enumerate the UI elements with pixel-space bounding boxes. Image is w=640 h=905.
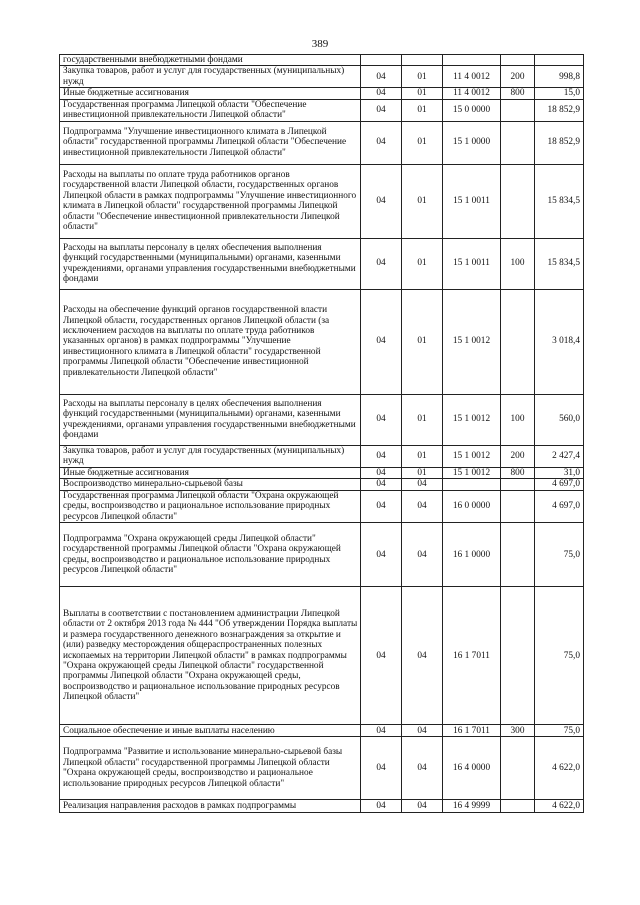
amount-cell: 4 622,0 [535,737,584,800]
expense-type-cell: 800 [501,467,535,478]
razdel-cell: 04 [361,737,402,800]
razdel-cell: 04 [361,88,402,99]
razdel-cell: 04 [361,99,402,121]
amount-cell: 75,0 [535,523,584,587]
target-article-cell: 15 1 0012 [443,445,501,467]
razdel-cell: 04 [361,523,402,587]
row-name-cell: Реализация направления расходов в рамках подпрограммы [60,800,361,813]
podrazdel-cell: 04 [402,800,443,813]
target-article-cell: 16 0 0000 [443,491,501,523]
podrazdel-cell: 04 [402,725,443,737]
expense-type-cell [501,479,535,491]
table-row [60,238,584,289]
expense-type-cell: 200 [501,445,535,467]
podrazdel-cell: 04 [402,587,443,725]
row-name-cell: Закупка товаров, работ и услуг для государственных (муниципальных) нужд [60,66,361,88]
razdel-cell: 04 [361,587,402,725]
amount-cell: 2 427,4 [535,445,584,467]
expense-type-cell [501,289,535,394]
razdel-cell: 04 [361,66,402,88]
podrazdel-cell: 01 [402,164,443,238]
razdel-cell [361,55,402,66]
table-row [60,55,584,66]
amount-cell: 15,0 [535,88,584,99]
podrazdel-cell: 01 [402,394,443,445]
podrazdel-cell: 01 [402,238,443,289]
podrazdel-cell: 04 [402,523,443,587]
table-row [60,394,584,445]
row-name-cell: Подпрограмма "Улучшение инвестиционного климата в Липецкой области" государственной программы Липецкой области "Обеспечение инвестиционной привлекательности Липецкой области" [60,121,361,164]
page-number: 389 [311,38,329,50]
razdel-cell: 04 [361,445,402,467]
row-name-cell: Государственная программа Липецкой области "Обеспечение инвестиционной привлекательности Липецкой области" [60,99,361,121]
expense-type-cell: 800 [501,88,535,99]
target-article-cell: 15 1 0000 [443,121,501,164]
podrazdel-cell: 01 [402,99,443,121]
razdel-cell: 04 [361,238,402,289]
target-article-cell: 16 4 9999 [443,800,501,813]
razdel-cell: 04 [361,479,402,491]
amount-cell: 15 834,5 [535,238,584,289]
target-article-cell: 11 4 0012 [443,66,501,88]
table-row [60,587,584,725]
row-name-cell: Расходы на выплаты персоналу в целях обеспечения выполнения функций государственными (муниципальными) органами, казенными учреждениями, органами управления государственными внебюджетными фондами [60,238,361,289]
amount-cell: 31,0 [535,467,584,478]
amount-cell: 4 697,0 [535,491,584,523]
target-article-cell: 15 1 0011 [443,164,501,238]
row-name-cell: Подпрограмма "Развитие и использование минерально-сырьевой базы Липецкой области" государственной программы Липецкой области "Охрана окружающей среды, воспроизводство и рациональное использование природных ресурсов Липецкой области" [60,737,361,800]
target-article-cell: 15 1 0011 [443,238,501,289]
expense-type-cell: 100 [501,394,535,445]
razdel-cell: 04 [361,467,402,478]
razdel-cell: 04 [361,394,402,445]
row-name-cell: Воспроизводство минерально-сырьевой базы [60,479,361,491]
podrazdel-cell [402,55,443,66]
table-row [60,66,584,88]
podrazdel-cell: 04 [402,479,443,491]
row-name-cell: Иные бюджетные ассигнования [60,467,361,478]
table-row [60,725,584,737]
razdel-cell: 04 [361,800,402,813]
podrazdel-cell: 01 [402,445,443,467]
razdel-cell: 04 [361,121,402,164]
table-row [60,88,584,99]
expense-type-cell [501,800,535,813]
target-article-cell: 15 1 0012 [443,289,501,394]
podrazdel-cell: 01 [402,88,443,99]
table-body [60,55,584,813]
target-article-cell: 16 1 7011 [443,725,501,737]
target-article-cell: 15 0 0000 [443,99,501,121]
table-row [60,523,584,587]
row-name-cell: Расходы на выплаты по оплате труда работников органов государственной власти Липецкой области, государственных органов Липецкой области в рамках подпрограммы "Улучшение инвестиционного климата в Липецкой области" государственной программы Липецкой области "Обеспечение инвестиционной привлекательности Липецкой области" [60,164,361,238]
expense-type-cell: 300 [501,725,535,737]
row-name-cell: Государственная программа Липецкой области "Охрана окружающей среды, воспроизводство и рациональное использование природных ресурсов Липецкой области" [60,491,361,523]
expense-type-cell [501,587,535,725]
podrazdel-cell: 01 [402,121,443,164]
target-article-cell: 16 1 7011 [443,587,501,725]
expense-type-cell [501,737,535,800]
table-row [60,289,584,394]
expense-type-cell [501,523,535,587]
table-row [60,491,584,523]
expense-type-cell: 200 [501,66,535,88]
amount-cell: 75,0 [535,587,584,725]
amount-cell: 4 622,0 [535,800,584,813]
podrazdel-cell: 01 [402,66,443,88]
razdel-cell: 04 [361,164,402,238]
target-article-cell [443,55,501,66]
expense-type-cell [501,99,535,121]
target-article-cell: 16 4 0000 [443,737,501,800]
row-name-cell: Подпрограмма "Охрана окружающей среды Липецкой области" государственной программы Липецкой области "Охрана окружающей среды, воспроизводство и рациональное использование природных ресурсов Липецкой области" [60,523,361,587]
amount-cell [535,55,584,66]
row-name-cell: Расходы на обеспечение функций органов государственной власти Липецкой области, государственных органов Липецкой области (за исключением расходов на выплаты по оплате труда работников указанных органов) в рамках подпрограммы "Улучшение инвестиционного климата в Липецкой области" государственной программы Липецкой области "Обеспечение инвестиционной привлекательности Липецкой области" [60,289,361,394]
target-article-cell: 15 1 0012 [443,467,501,478]
amount-cell: 3 018,4 [535,289,584,394]
amount-cell: 560,0 [535,394,584,445]
expense-type-cell [501,55,535,66]
podrazdel-cell: 01 [402,289,443,394]
amount-cell: 15 834,5 [535,164,584,238]
target-article-cell: 11 4 0012 [443,88,501,99]
amount-cell: 18 852,9 [535,99,584,121]
amount-cell: 18 852,9 [535,121,584,164]
amount-cell: 75,0 [535,725,584,737]
target-article-cell: 16 1 0000 [443,523,501,587]
amount-cell: 4 697,0 [535,479,584,491]
table-row [60,121,584,164]
target-article-cell: 15 1 0012 [443,394,501,445]
budget-table [59,54,584,813]
podrazdel-cell: 04 [402,737,443,800]
table-row [60,445,584,467]
expense-type-cell [501,164,535,238]
table-row [60,479,584,491]
razdel-cell: 04 [361,491,402,523]
row-name-cell: Выплаты в соответствии с постановлением администрации Липецкой области от 2 октября 2013 года № 444 "Об утверждении Порядка выплаты и размера государственного денежного вознаграждения за открытие и (или) разведку месторождения общераспространенных полезных ископаемых на территории Липецкой области" в рамках подпрограммы "Охрана окружающей среды Липецкой области" государственной программы Липецкой области "Охрана окружающей среды, воспроизводство и рациональное использование природных ресурсов Липецкой области" [60,587,361,725]
row-name-cell: государственными внебюджетными фондами [60,55,361,66]
table-row [60,164,584,238]
amount-cell: 998,8 [535,66,584,88]
row-name-cell: Социальное обеспечение и иные выплаты населению [60,725,361,737]
expense-type-cell [501,491,535,523]
expense-type-cell: 100 [501,238,535,289]
row-name-cell: Расходы на выплаты персоналу в целях обеспечения выполнения функций государственными (муниципальными) органами, казенными учреждениями, органами управления государственными внебюджетными фондами [60,394,361,445]
razdel-cell: 04 [361,725,402,737]
table-row [60,737,584,800]
podrazdel-cell: 04 [402,491,443,523]
table-row [60,800,584,813]
expense-type-cell [501,121,535,164]
podrazdel-cell: 01 [402,467,443,478]
table-row [60,99,584,121]
target-article-cell [443,479,501,491]
razdel-cell: 04 [361,289,402,394]
table-row [60,467,584,478]
row-name-cell: Иные бюджетные ассигнования [60,88,361,99]
row-name-cell: Закупка товаров, работ и услуг для государственных (муниципальных) нужд [60,445,361,467]
